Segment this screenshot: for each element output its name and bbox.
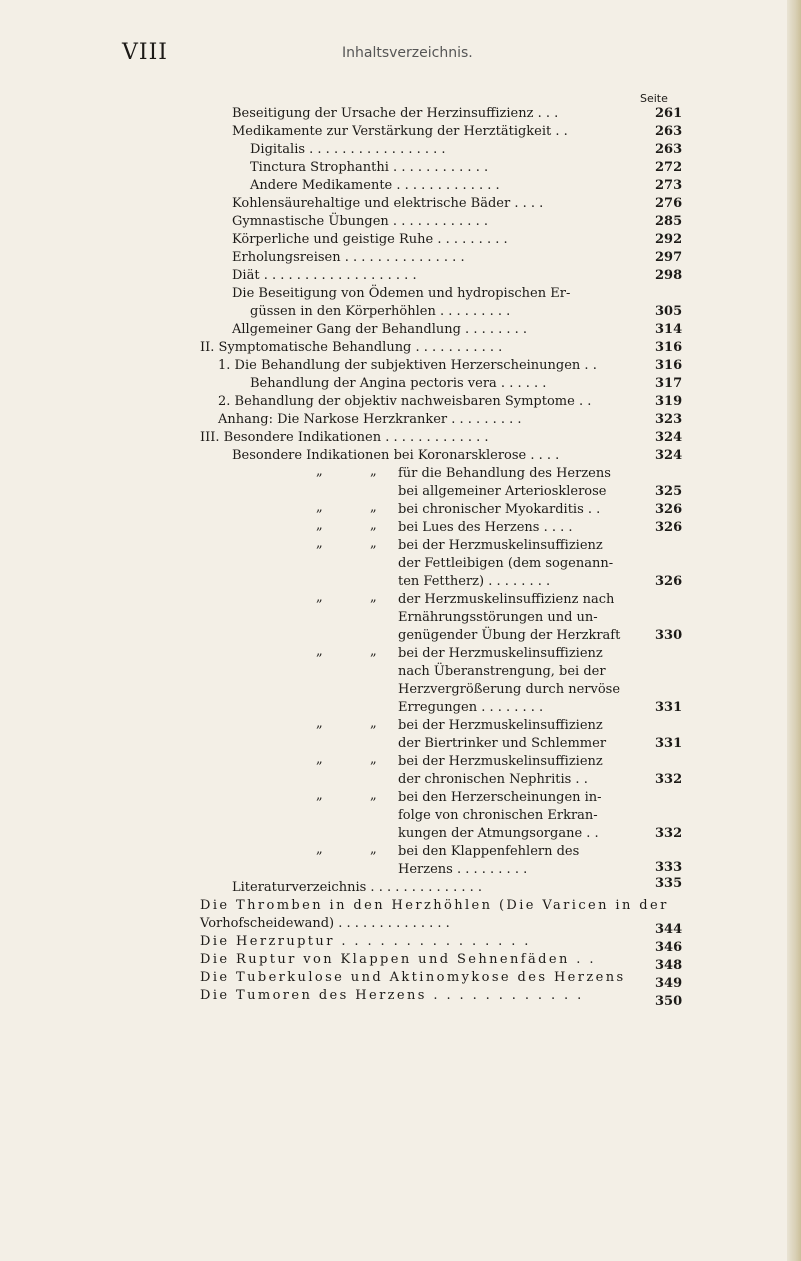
toc-page: 326 [655, 502, 683, 517]
toc-page: 285 [655, 214, 683, 229]
page-number-roman: VIII [122, 40, 168, 65]
ditto-mark: „ [316, 644, 323, 659]
toc-line: der chronischen Nephritis . . [398, 772, 588, 787]
toc-line: folge von chronischen Erkran- [398, 808, 598, 823]
toc-page: 319 [655, 394, 683, 409]
toc-line: Die Tuberkulose und Aktinomykose des Herzens [200, 970, 626, 985]
toc-page: 333 [655, 860, 683, 875]
toc-line: genügender Übung der Herzkraft [398, 628, 621, 643]
toc-line: II. Symptomatische Behandlung . . . . . . . . . . . [200, 340, 503, 355]
toc-line: Digitalis . . . . . . . . . . . . . . . . . [250, 142, 446, 157]
toc-line: 2. Behandlung der objektiv nachweisbaren Symptome . . [218, 394, 592, 409]
toc-line: bei chronischer Myokarditis . . [398, 502, 601, 517]
toc-line: Vorhofscheidewand) . . . . . . . . . . . . . . [200, 916, 450, 931]
ditto-mark: „ [370, 644, 377, 659]
toc-page: 348 [655, 958, 683, 973]
toc-line: Behandlung der Angina pectoris vera . . . . . . [250, 376, 547, 391]
toc-line: Anhang: Die Narkose Herzkranker . . . . . . . . . [218, 412, 522, 427]
toc-page: 314 [655, 322, 683, 337]
toc-line: Kohlensäurehaltige und elektrische Bäder . . . . [232, 196, 544, 211]
toc-line: ten Fettherz) . . . . . . . . [398, 574, 551, 589]
ditto-mark: „ [370, 464, 377, 479]
toc-page: 344 [655, 922, 683, 937]
seite-column-label: Seite [640, 92, 668, 105]
toc-line: Körperliche und geistige Ruhe . . . . . . . . . [232, 232, 508, 247]
toc-line: Beseitigung der Ursache der Herzinsuffizienz . . . [232, 106, 559, 121]
ditto-mark: „ [316, 788, 323, 803]
toc-page: 317 [655, 376, 683, 391]
ditto-mark: „ [370, 788, 377, 803]
ditto-mark: „ [370, 590, 377, 605]
toc-page: 346 [655, 940, 683, 955]
toc-line: nach Überanstrengung, bei der [398, 664, 606, 679]
ditto-mark: „ [370, 500, 377, 515]
ditto-mark: „ [370, 716, 377, 731]
toc-line: Medikamente zur Verstärkung der Herztätigkeit . . [232, 124, 568, 139]
toc-line: Die Tumoren des Herzens . . . . . . . . . . . . [200, 988, 584, 1003]
ditto-mark: „ [316, 518, 323, 533]
toc-line: bei der Herzmuskelinsuffizienz [398, 718, 603, 733]
toc-page: 263 [655, 124, 683, 139]
ditto-mark: „ [370, 536, 377, 551]
toc-page: 292 [655, 232, 683, 247]
toc-page: 276 [655, 196, 683, 211]
toc-page: 331 [655, 736, 683, 751]
ditto-mark: „ [316, 464, 323, 479]
toc-page: 324 [655, 448, 683, 463]
toc-line: bei den Herzerscheinungen in- [398, 790, 602, 805]
toc-page: 316 [655, 340, 683, 355]
toc-line: bei der Herzmuskelinsuffizienz [398, 754, 603, 769]
toc-line: III. Besondere Indikationen . . . . . . . . . . . . . [200, 430, 489, 445]
toc-line: Erregungen . . . . . . . . [398, 700, 544, 715]
ditto-mark: „ [316, 536, 323, 551]
toc-line: der Biertrinker und Schlemmer [398, 736, 607, 751]
toc-line: güssen in den Körperhöhlen . . . . . . . . . [250, 304, 511, 319]
toc-line: 1. Die Behandlung der subjektiven Herzerscheinungen . . [218, 358, 597, 373]
ditto-mark: „ [316, 500, 323, 515]
toc-line: Allgemeiner Gang der Behandlung . . . . . . . . [232, 322, 528, 337]
toc-page: 305 [655, 304, 683, 319]
toc-line: Besondere Indikationen bei Koronarsklerose . . . . [232, 448, 560, 463]
toc-page: 325 [655, 484, 683, 499]
toc-page: 263 [655, 142, 683, 157]
ditto-mark: „ [370, 842, 377, 857]
ditto-mark: „ [316, 752, 323, 767]
toc-line: Ernährungsstörungen und un- [398, 610, 598, 625]
toc-page: 349 [655, 976, 683, 991]
ditto-mark: „ [316, 842, 323, 857]
ditto-mark: „ [316, 716, 323, 731]
toc-line: Erholungsreisen . . . . . . . . . . . . . . . [232, 250, 465, 265]
toc-line: Gymnastische Übungen . . . . . . . . . . . . [232, 214, 488, 229]
toc-page: 326 [655, 520, 683, 535]
toc-page: 316 [655, 358, 683, 373]
toc-line: Die Herzruptur . . . . . . . . . . . . . . . [200, 934, 531, 949]
page-header [122, 40, 682, 70]
page-edge [787, 0, 801, 1261]
toc-line: kungen der Atmungsorgane . . [398, 826, 599, 841]
toc-line: Herzvergrößerung durch nervöse [398, 682, 621, 697]
toc-page: 261 [655, 106, 683, 121]
toc-line: bei allgemeiner Arteriosklerose [398, 484, 607, 499]
toc-line: Literaturverzeichnis . . . . . . . . . . . . . . [232, 880, 482, 895]
toc-page: 332 [655, 826, 683, 841]
toc-page: 350 [655, 994, 683, 1009]
toc-line: Die Beseitigung von Ödemen und hydropischen Er- [232, 286, 571, 301]
toc-page: 332 [655, 772, 683, 787]
toc-page: 272 [655, 160, 683, 175]
toc-page: 331 [655, 700, 683, 715]
toc-line: bei Lues des Herzens . . . . [398, 520, 573, 535]
toc-line: Diät . . . . . . . . . . . . . . . . . . . [232, 268, 417, 283]
toc-page: 326 [655, 574, 683, 589]
toc-line: Die Ruptur von Klappen und Sehnenfäden . . [200, 952, 596, 967]
toc-line: für die Behandlung des Herzens [398, 466, 611, 481]
toc-line: der Herzmuskelinsuffizienz nach [398, 592, 615, 607]
toc-page: 330 [655, 628, 683, 643]
toc-line: der Fettleibigen (dem sogenann- [398, 556, 614, 571]
toc-line: Herzens . . . . . . . . . [398, 862, 528, 877]
toc-line: bei den Klappenfehlern des [398, 844, 580, 859]
toc-page: 323 [655, 412, 683, 427]
toc-line: bei der Herzmuskelinsuffizienz [398, 646, 603, 661]
toc-page: 335 [655, 876, 683, 891]
toc-line: bei der Herzmuskelinsuffizienz [398, 538, 603, 553]
running-title: Inhaltsverzeichnis. [342, 45, 473, 61]
toc-line: Andere Medikamente . . . . . . . . . . . . . [250, 178, 500, 193]
ditto-mark: „ [370, 518, 377, 533]
toc-page: 273 [655, 178, 683, 193]
toc-line: Tinctura Strophanthi . . . . . . . . . . . . [250, 160, 489, 175]
toc-page: 297 [655, 250, 683, 265]
toc-page: 324 [655, 430, 683, 445]
toc-page: 298 [655, 268, 683, 283]
ditto-mark: „ [370, 752, 377, 767]
toc-line: Die Thromben in den Herzhöhlen (Die Varicen in der [200, 898, 669, 913]
ditto-mark: „ [316, 590, 323, 605]
